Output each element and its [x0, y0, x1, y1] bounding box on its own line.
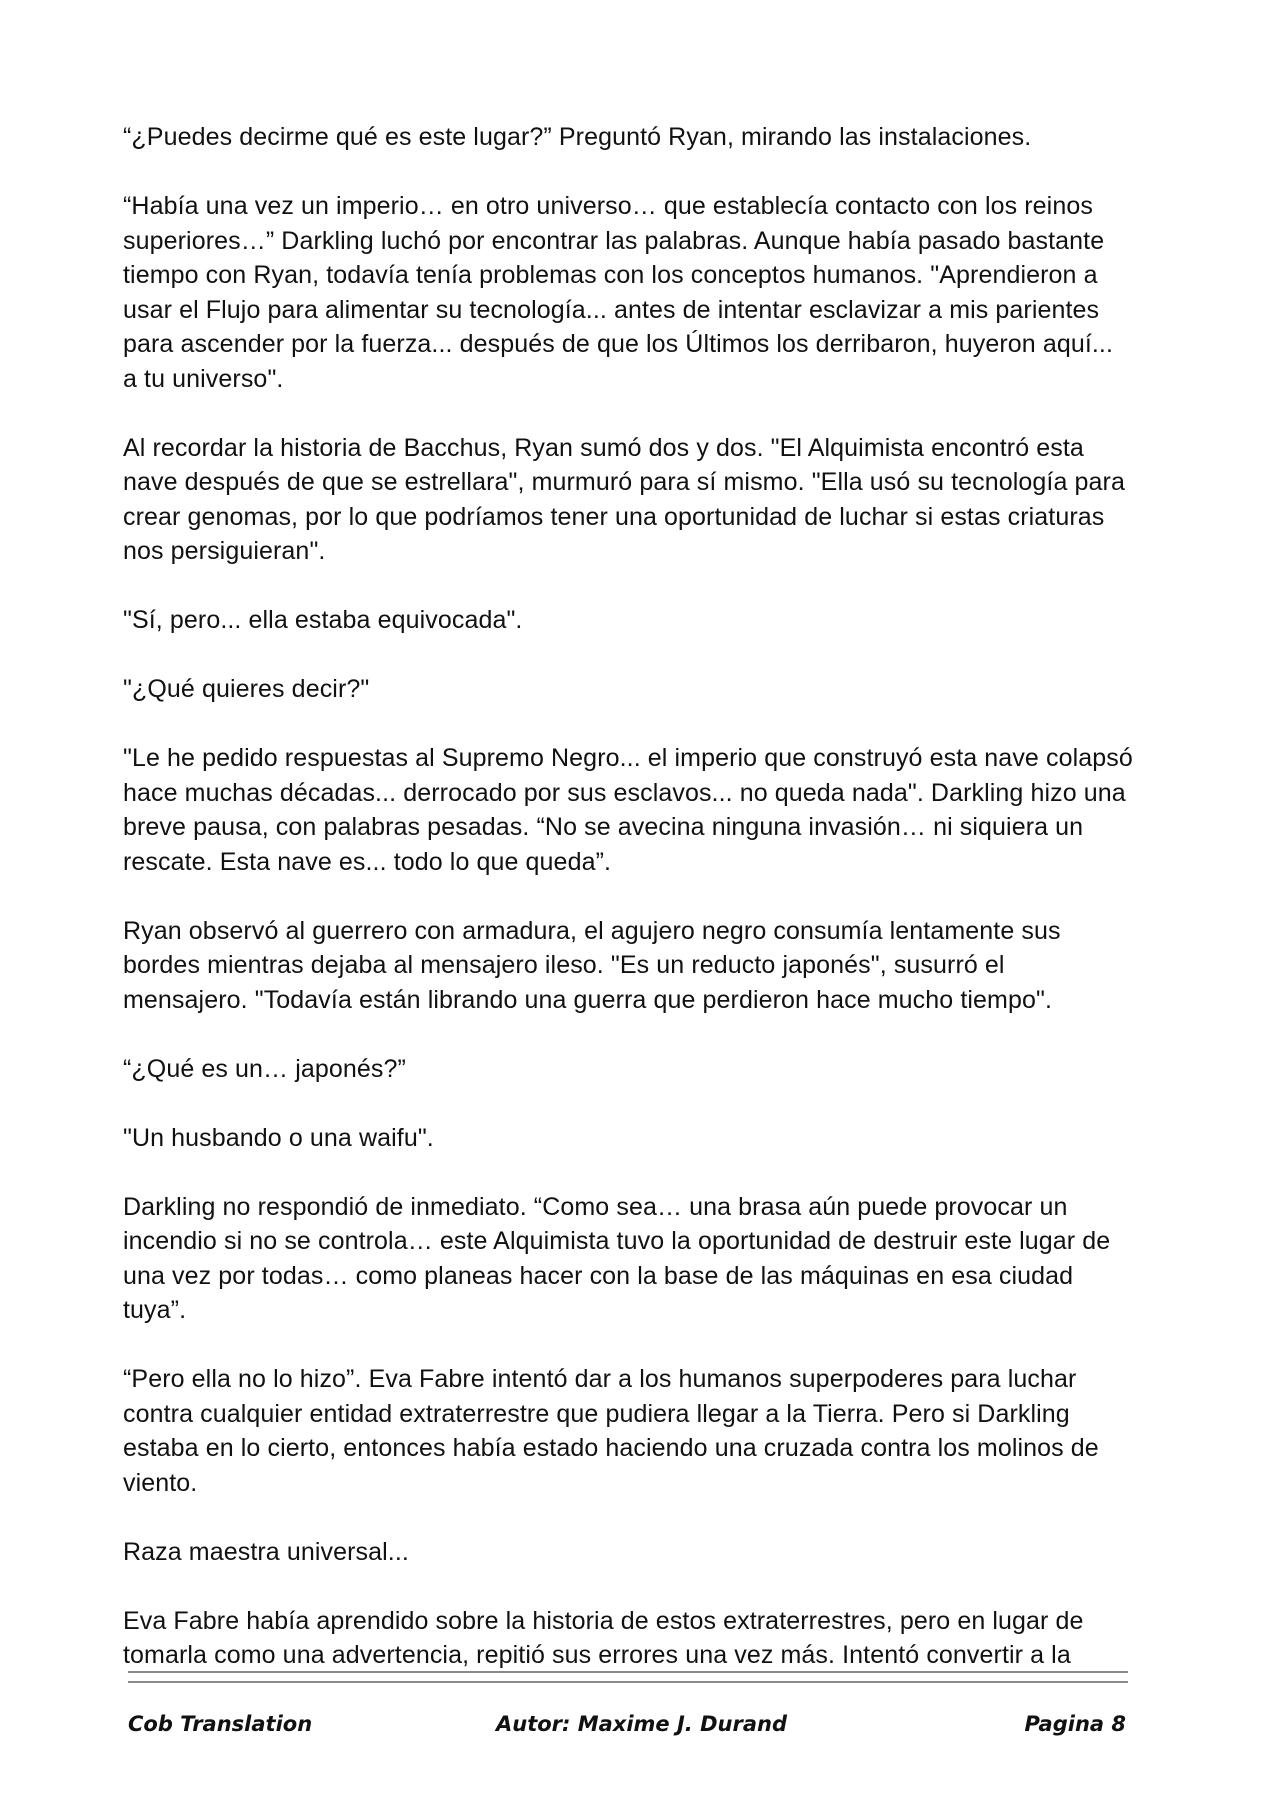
- paragraph: Ryan observó al guerrero con armadura, el agujero negro consumía lentamente sus bordes mientras dejaba al mensajero ileso. "Es un reducto japonés", susurró el mensajero. "Todavía están librando una guerra que perdieron hace mucho tiempo".: [123, 916, 1061, 1014]
- footer-divider-top: [128, 1671, 1128, 1673]
- paragraph: “¿Puedes decirme qué es este lugar?” Preguntó Ryan, mirando las instalaciones.: [123, 123, 1032, 151]
- paragraph: Darkling no respondió de inmediato. “Como sea… una brasa aún puede provocar un incendio si no se controla… este Alquimista tuvo la oportunidad de destruir este lugar de una vez por todas… como planeas hacer con la base de las máquinas en esa ciudad tuya”.: [123, 1192, 1111, 1324]
- footer-translator: Cob Translation: [128, 1712, 313, 1736]
- paragraph: “Había una vez un imperio… en otro universo… que establecía contacto con los reinos superiores…” Darkling luchó por encontrar las palabras. Aunque había pasado bastante tiempo con Ryan, todavía tenía problemas con los conceptos humanos. "Aprendieron a usar el Flujo para alimentar su tecnología... antes de intentar esclavizar a mis parientes para ascender por la fuerza... después de que los Últimos los derribaron, huyeron aquí... a tu universo".: [123, 192, 1114, 393]
- paragraph: “¿Qué es un… japonés?”: [123, 1054, 406, 1083]
- paragraph: "¿Qué quieres decir?": [123, 675, 370, 703]
- paragraph: Al recordar la historia de Bacchus, Ryan sumó dos y dos. "El Alquimista encontró esta nave después de que se estrellara", murmuró para sí mismo. "Ella usó su tecnología para crear genomas, por lo que podríamos tener una oportunidad de luchar si estas criaturas nos persiguieran".: [123, 433, 1125, 565]
- footer-page-number: Pagina 8: [1024, 1712, 1126, 1736]
- document-body: [123, 120, 1133, 1707]
- paragraph: “Pero ella no lo hizo”. Eva Fabre intentó dar a los humanos superpoderes para luchar contra cualquier entidad extraterrestre que pudiera llegar a la Tierra. Pero si Darkling estaba en lo cierto, entonces había estado haciendo una cruzada contra los molinos de viento.: [123, 1365, 1099, 1497]
- paragraph: Raza maestra universal...: [123, 1537, 409, 1566]
- paragraph: "Le he pedido respuestas al Supremo Negro... el imperio que construyó esta nave colapsó hace muchas décadas... derrocado por sus esclavos... no queda nada". Darkling hizo una breve pausa, con palabras pesadas. “No se avecina ninguna invasión… ni siquiera un rescate. Esta nave es... todo lo que queda”.: [123, 744, 1133, 876]
- footer-divider-bottom: [128, 1681, 1128, 1683]
- page-footer: [128, 1712, 1126, 1748]
- paragraph: "Sí, pero... ella estaba equivocada".: [123, 606, 523, 634]
- paragraph: Eva Fabre había aprendido sobre la historia de estos extraterrestres, pero en lugar de tomarla como una advertencia, repitió sus errores una vez más. Intentó convertir a la: [123, 1606, 1084, 1669]
- paragraph: "Un husbando o una waifu".: [123, 1123, 434, 1152]
- footer-author: Autor: Maxime J. Durand: [496, 1712, 787, 1736]
